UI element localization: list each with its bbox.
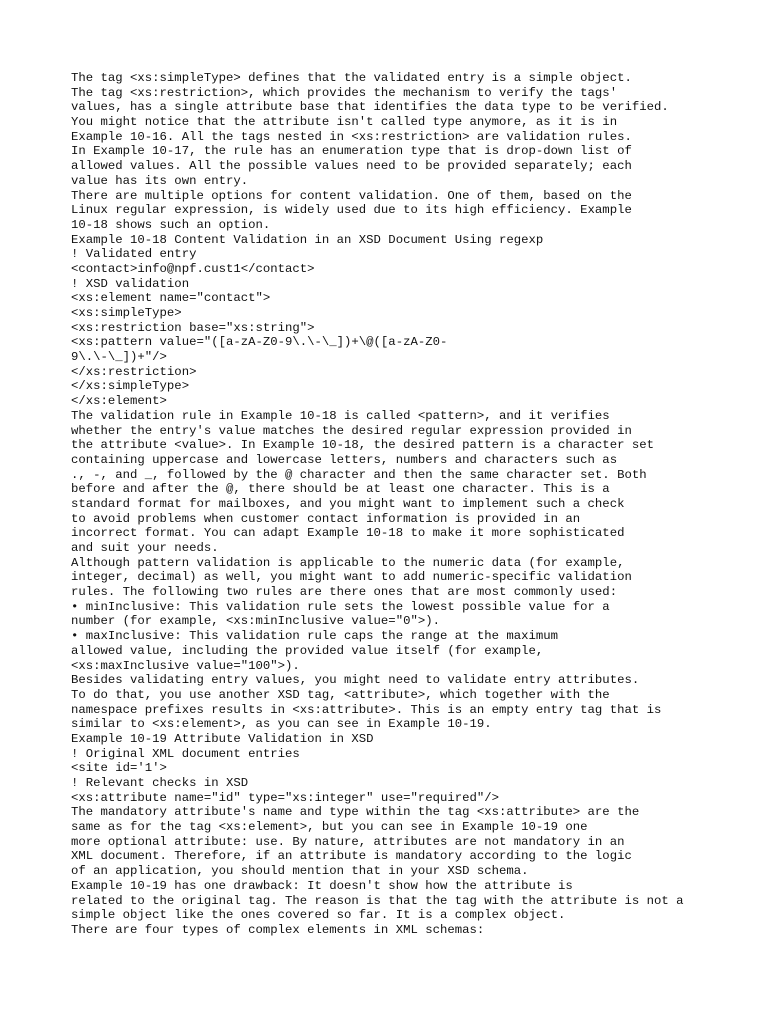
text-line: ., -, and _, followed by the @ character and then the same character set. Both	[71, 467, 647, 482]
text-line: </xs:simpleType>	[71, 379, 190, 394]
text-line: standard format for mailboxes, and you might want to implement such a check	[71, 496, 625, 511]
text-line: The tag <xs:simpleType> defines that the validated entry is a simple object.	[71, 71, 632, 85]
text-line: incorrect format. You can adapt Example 10-18 to make it more sophisticated	[71, 526, 625, 541]
text-line: Example 10-18 Content Validation in an XSD Document Using regexp	[71, 232, 544, 247]
text-line: 9\.\-\_])+"/>	[71, 350, 167, 365]
text-line: to avoid problems when customer contact information is provided in an	[71, 511, 581, 526]
text-line: ! Validated entry	[71, 247, 197, 262]
text-line: XML document. Therefore, if an attribute is mandatory according to the logic	[71, 849, 632, 864]
text-line: Linux regular expression, is widely used due to its high efficiency. Example	[71, 203, 632, 218]
text-line: There are four types of complex elements in XML schemas:	[71, 922, 485, 937]
text-line: similar to <xs:element>, as you can see in Example 10-19.	[71, 717, 492, 732]
text-line: simple object like the ones covered so far. It is a complex object.	[71, 908, 566, 923]
text-line: value has its own entry.	[71, 173, 249, 188]
text-line: <xs:maxInclusive value="100">).	[71, 658, 300, 673]
text-line: <xs:element name="contact">	[71, 291, 271, 306]
text-line: namespace prefixes results in <xs:attribute>. This is an empty entry tag that is	[71, 702, 662, 717]
text-line: <xs:attribute name="id" type="xs:integer" use="required"/>	[71, 790, 500, 805]
text-line: related to the original tag. The reason is that the tag with the attribute is not a	[71, 893, 684, 908]
text-line: same as for the tag <xs:element>, but you can see in Example 10-19 one	[71, 820, 588, 835]
text-line: To do that, you use another XSD tag, <attribute>, which together with the	[71, 687, 610, 702]
document-page	[71, 71, 751, 938]
text-line: rules. The following two rules are there ones that are most commonly used:	[71, 585, 618, 600]
text-line: • minInclusive: This validation rule sets the lowest possible value for a	[71, 599, 610, 614]
text-line: Although pattern validation is applicable to the numeric data (for example,	[71, 555, 625, 570]
text-line: Example 10-16. All the tags nested in <xs:restriction> are validation rules.	[71, 129, 632, 144]
text-line: <site id='1'>	[71, 761, 167, 776]
text-line: There are multiple options for content validation. One of them, based on the	[71, 188, 632, 203]
text-line: ! Original XML document entries	[71, 746, 300, 761]
text-line: integer, decimal) as well, you might want to add numeric-specific validation	[71, 570, 632, 585]
text-line: The tag <xs:restriction>, which provides the mechanism to verify the tags'	[71, 85, 618, 100]
text-line: <xs:pattern value="([a-zA-Z0-9\.\-\_])+\@([a-zA-Z0-	[71, 335, 448, 350]
text-line: before and after the @, there should be at least one character. This is a	[71, 482, 610, 497]
text-line: ! Relevant checks in XSD	[71, 776, 249, 790]
text-line: number (for example, <xs:minInclusive value="0">).	[71, 614, 440, 629]
text-line: The validation rule in Example 10-18 is called <pattern>, and it verifies	[71, 408, 610, 423]
text-line: </xs:restriction>	[71, 364, 197, 379]
text-line: You might notice that the attribute isn't called type anymore, as it is in	[71, 115, 618, 130]
text-line: and suit your needs.	[71, 541, 219, 555]
text-line: more optional attribute: use. By nature, attributes are not mandatory in an	[71, 834, 625, 849]
text-line: </xs:element>	[71, 394, 167, 409]
text-line: • maxInclusive: This validation rule caps the range at the maximum	[71, 629, 559, 644]
text-line: The mandatory attribute's name and type within the tag <xs:attribute> are the	[71, 805, 640, 820]
text-line: containing uppercase and lowercase letters, numbers and characters such as	[71, 452, 618, 467]
text-line: <xs:simpleType>	[71, 306, 182, 320]
text-line: <xs:restriction base="xs:string">	[71, 320, 315, 335]
text-line: 10-18 shows such an option.	[71, 217, 271, 232]
text-line: whether the entry's value matches the desired regular expression provided in	[71, 423, 632, 438]
text-line: ! XSD validation	[71, 276, 190, 291]
text-line: Example 10-19 Attribute Validation in XSD	[71, 731, 374, 746]
text-line: Example 10-19 has one drawback: It doesn't show how the attribute is	[71, 878, 573, 893]
text-line: Besides validating entry values, you might need to validate entry attributes.	[71, 673, 640, 688]
text-line: values, has a single attribute base that identifies the data type to be verified.	[71, 100, 669, 115]
text-line: of an application, you should mention that in your XSD schema.	[71, 864, 529, 879]
text-line: allowed values. All the possible values need to be provided separately; each	[71, 159, 632, 174]
text-line: <contact>info@npf.cust1</contact>	[71, 261, 315, 276]
text-line: the attribute <value>. In Example 10-18, the desired pattern is a character set	[71, 438, 654, 453]
text-line: allowed value, including the provided value itself (for example,	[71, 643, 544, 658]
text-line: In Example 10-17, the rule has an enumeration type that is drop-down list of	[71, 144, 632, 159]
